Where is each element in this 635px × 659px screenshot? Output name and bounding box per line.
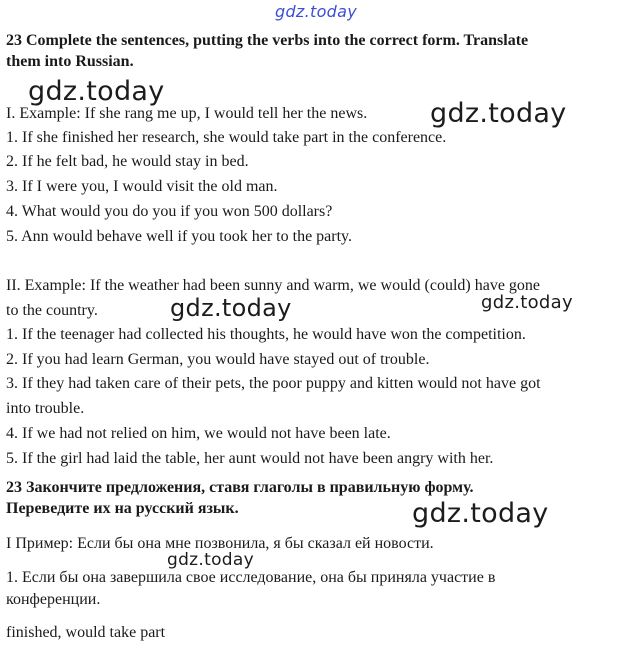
en-part2-item4: 4. If we had not relied on him, we would not have been late.	[6, 425, 391, 442]
ru-example: I Пример: Если бы она мне позвонила, я бы сказал ей новости.	[6, 535, 434, 552]
en-heading-line1: 23 Complete the sentences, putting the verbs into the correct form. Translate	[6, 32, 529, 49]
en-part1-item5: 5. Ann would behave well if you took her to the party.	[6, 228, 352, 245]
answer-text: finished, would take part	[6, 624, 166, 641]
watermark-6: gdz.today	[167, 550, 254, 570]
en-part1-item2: 2. If he felt bad, he would stay in bed.	[6, 153, 249, 170]
ru-heading-line2: Переведите их на русский язык.	[6, 500, 239, 517]
en-part2-example-line1: II. Example: If the weather had been sunny and warm, we would (could) have gone	[6, 277, 541, 294]
en-part1-item1: 1. If she finished her research, she would take part in the conference.	[6, 129, 447, 146]
en-part2-item2: 2. If you had learn German, you would have stayed out of trouble.	[6, 351, 430, 368]
en-part2-example-line2: to the country.	[6, 302, 98, 319]
en-part2-item3-line1: 3. If they had taken care of their pets, the poor puppy and kitten would not have got	[6, 375, 541, 392]
watermark-1: gdz.today	[28, 76, 165, 107]
en-part2-item3-line2: into trouble.	[6, 400, 85, 417]
ru-item1-line1: 1. Если бы она завершила свое исследование, она бы приняла участие в	[6, 569, 496, 586]
ru-heading-line1: 23 Закончите предложения, ставя глаголы в правильную форму.	[6, 479, 474, 496]
watermark-5: gdz.today	[412, 498, 549, 529]
en-part1-item3: 3. If I were you, I would visit the old man.	[6, 178, 278, 195]
en-part1-item4: 4. What would you do you if you won 500 dollars?	[6, 203, 333, 220]
en-part1-example: I. Example: If she rang me up, I would tell her the news.	[6, 105, 368, 122]
en-part2-item1: 1. If the teenager had collected his thoughts, he would have won the competition.	[6, 326, 526, 343]
en-heading-line2: them into Russian.	[6, 53, 134, 70]
en-part2-item5: 5. If the girl had laid the table, her aunt would not have been angry with her.	[6, 450, 494, 467]
watermark-4: gdz.today	[481, 292, 573, 313]
watermark-3: gdz.today	[170, 294, 292, 322]
ru-item1-line2: конференции.	[6, 591, 101, 608]
watermark-top: gdz.today	[275, 2, 357, 21]
watermark-2: gdz.today	[430, 98, 567, 129]
